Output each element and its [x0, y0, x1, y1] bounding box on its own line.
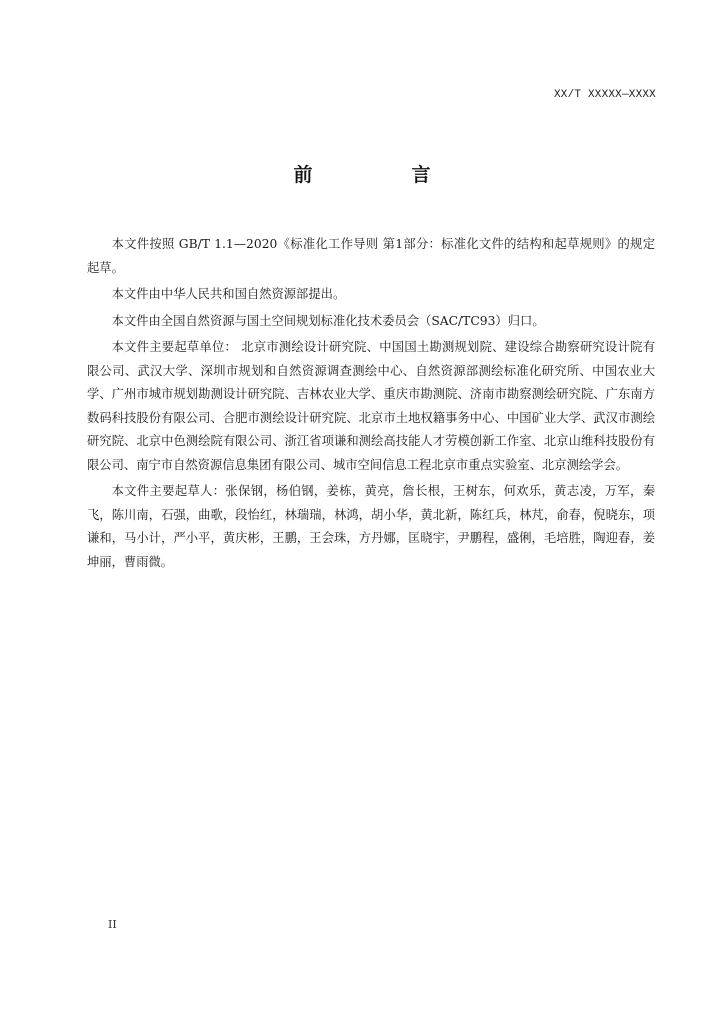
paragraph-proposer: 本文件由中华人民共和国自然资源部提出。 — [111, 287, 346, 301]
document-code: XX/T XXXXX—XXXX — [553, 89, 656, 101]
paragraph-drafting-rules: 本文件按照 GB/T 1.1—2020《标准化工作导则 第1部分：标准化文件的结构和起草规则》的规定起草。 — [87, 237, 655, 275]
foreword-body — [87, 233, 655, 577]
paragraph-administrator: 本文件由全国自然资源与国土空间规划标准化技术委员会（SAC/TC93）归口。 — [111, 313, 545, 328]
paragraph-drafters: 本文件主要起草人：张保钢，杨伯钢，姜栋，黄亮，詹长根，王树东，何欢乐，黄志凌，万军，秦飞，陈川南，石强，曲歌，段怡红，林瑞瑞，林鸿，胡小华，黄北新，陈红兵，林芃，俞春，倪晓东，项谦和，马小计，严小平，黄庆彬，王鹏，王会珠，方丹娜，匡晓宇，尹鹏程，盛俐，毛培胜，陶迎春，姜坤丽，曹雨微。 — [87, 484, 655, 569]
page-title: 前 言 — [293, 164, 471, 186]
paragraph-drafting-units: 本文件主要起草单位： 北京市测绘设计研究院、中国国土勘测规划院、建设综合勘察研究设计院有限公司、武汉大学、深圳市规划和自然资源调查测绘中心、自然资源部测绘标准化研究所、中国农业大学、广州市城市规划勘测设计研究院、吉林农业大学、重庆市勘测院、济南市勘察测绘研究院、广东南方数码科技股份有限公司、合肥市测绘设计研究院、北京市土地权籍事务中心、中国矿业大学、武汉市测绘研究院、北京中色测绘院有限公司、浙江省项谦和测绘高技能人才劳模创新工作室、北京山维科技股份有限公司、南宁市自然资源信息集团有限公司、城市空间信息工程北京市重点实验室、北京测绘学会。 — [87, 340, 655, 472]
page-number: II — [108, 918, 117, 931]
